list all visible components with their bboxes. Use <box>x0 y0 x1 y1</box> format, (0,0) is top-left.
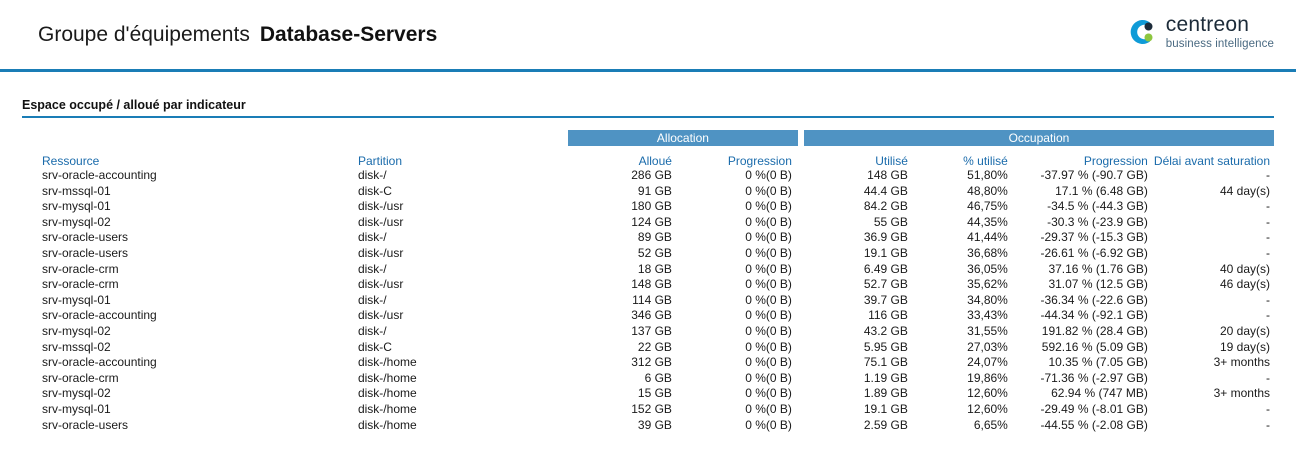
cell-ressource: srv-oracle-accounting <box>42 355 157 370</box>
col-delai-saturation: Délai avant saturation <box>1153 154 1270 168</box>
logo-tagline: business intelligence <box>1165 38 1274 50</box>
cell-partition: disk-/home <box>357 355 417 370</box>
cell-delai-saturation: - <box>1266 370 1270 385</box>
logo-text <box>1166 14 1274 51</box>
cell-alloue: 89 GB <box>637 230 672 245</box>
cell-delai-saturation: - <box>1266 168 1270 182</box>
cell-partition: disk-/home <box>357 386 417 401</box>
cell-progression-occupation: 191.82 % (28.4 GB) <box>1041 323 1148 338</box>
cell-progression-allocation: 0 %(0 B) <box>745 308 792 323</box>
table-row <box>38 262 1274 278</box>
cell-delai-saturation: - <box>1266 308 1270 323</box>
cell-ressource: srv-oracle-users <box>42 230 129 245</box>
cell-utilise: 36.9 GB <box>863 230 908 245</box>
cell-delai-saturation: - <box>1266 292 1270 307</box>
cell-progression-allocation: 0 %(0 B) <box>745 183 792 198</box>
cell-pct-utilise: 31,55% <box>967 323 1008 338</box>
cell-delai-saturation: 19 day(s) <box>1219 339 1270 354</box>
table-row <box>38 418 1274 434</box>
cell-progression-allocation: 0 %(0 B) <box>745 199 792 214</box>
table-row <box>38 168 1274 184</box>
cell-ressource: srv-oracle-users <box>42 245 129 260</box>
cell-alloue: 152 GB <box>631 401 672 416</box>
cell-ressource: srv-mysql-02 <box>42 214 111 229</box>
cell-partition: disk-/ <box>357 292 387 307</box>
group-header-occupation: Occupation <box>804 130 1274 146</box>
table-row <box>38 340 1274 356</box>
cell-pct-utilise: 35,62% <box>967 277 1008 292</box>
table-row <box>38 355 1274 371</box>
cell-utilise: 39.7 GB <box>863 292 908 307</box>
cell-alloue: 6 GB <box>644 370 672 385</box>
cell-partition: disk-/ <box>357 230 387 245</box>
cell-delai-saturation: 40 day(s) <box>1219 261 1270 276</box>
cell-pct-utilise: 36,68% <box>967 245 1008 260</box>
cell-progression-occupation: 37.16 % (1.76 GB) <box>1048 261 1148 276</box>
cell-progression-allocation: 0 %(0 B) <box>745 292 792 307</box>
table-row <box>38 293 1274 309</box>
cell-progression-occupation: 62.94 % (747 MB) <box>1051 386 1148 401</box>
cell-utilise: 84.2 GB <box>863 199 908 214</box>
cell-partition: disk-/ <box>357 261 387 276</box>
cell-partition: disk-/ <box>357 323 387 338</box>
cell-progression-occupation: -36.34 % (-22.6 GB) <box>1040 292 1148 307</box>
group-header-allocation: Allocation <box>568 130 798 146</box>
table-group-header-row <box>38 130 1274 146</box>
table-row <box>38 230 1274 246</box>
cell-delai-saturation: 20 day(s) <box>1219 323 1270 338</box>
cell-progression-occupation: -44.55 % (-2.08 GB) <box>1040 417 1148 432</box>
cell-delai-saturation: - <box>1266 245 1270 260</box>
cell-progression-occupation: -26.61 % (-6.92 GB) <box>1040 245 1148 260</box>
cell-pct-utilise: 12,60% <box>967 401 1008 416</box>
cell-pct-utilise: 24,07% <box>967 355 1008 370</box>
cell-progression-allocation: 0 %(0 B) <box>745 214 792 229</box>
cell-partition: disk-/home <box>357 401 417 416</box>
table-row <box>38 402 1274 418</box>
table-row <box>38 324 1274 340</box>
cell-progression-allocation: 0 %(0 B) <box>745 261 792 276</box>
col-partition: Partition <box>357 154 402 168</box>
cell-alloue: 114 GB <box>632 292 672 307</box>
cell-delai-saturation: - <box>1266 230 1270 245</box>
cell-delai-saturation: - <box>1266 401 1270 416</box>
cell-utilise: 19.1 GB <box>863 245 908 260</box>
cell-progression-occupation: -44.34 % (-92.1 GB) <box>1040 308 1148 323</box>
table-row <box>38 246 1274 262</box>
cell-ressource: srv-oracle-crm <box>42 370 119 385</box>
cell-alloue: 286 GB <box>631 168 672 182</box>
section-title: Espace occupé / alloué par indicateur <box>22 98 246 112</box>
cell-utilise: 1.19 GB <box>863 370 908 385</box>
cell-alloue: 15 GB <box>637 386 672 401</box>
cell-progression-occupation: -71.36 % (-2.97 GB) <box>1040 370 1148 385</box>
cell-utilise: 5.95 GB <box>863 339 908 354</box>
table-row <box>38 308 1274 324</box>
col-utilise: Utilisé <box>875 154 908 168</box>
cell-partition: disk-/home <box>357 370 417 385</box>
cell-alloue: 18 GB <box>637 261 672 276</box>
table-column-header-row <box>38 146 1274 168</box>
cell-delai-saturation: - <box>1266 214 1270 229</box>
cell-partition: disk-/usr <box>357 308 404 323</box>
cell-progression-allocation: 0 %(0 B) <box>745 370 792 385</box>
col-progression-allocation: Progression <box>727 154 792 168</box>
cell-progression-occupation: -29.37 % (-15.3 GB) <box>1040 230 1148 245</box>
cell-alloue: 22 GB <box>637 339 672 354</box>
cell-ressource: srv-mysql-01 <box>42 199 111 214</box>
cell-ressource: srv-mysql-01 <box>42 292 111 307</box>
table-row <box>38 199 1274 215</box>
cell-pct-utilise: 51,80% <box>967 168 1008 182</box>
centreon-logo-icon <box>1127 17 1157 47</box>
centreon-logo <box>1127 14 1274 51</box>
section-header <box>22 98 1274 118</box>
cell-partition: disk-/usr <box>357 277 404 292</box>
cell-alloue: 148 GB <box>631 277 672 292</box>
cell-delai-saturation: 44 day(s) <box>1219 183 1270 198</box>
cell-ressource: srv-oracle-accounting <box>42 168 157 182</box>
cell-partition: disk-/usr <box>357 199 404 214</box>
cell-pct-utilise: 41,44% <box>967 230 1008 245</box>
table-row <box>38 215 1274 231</box>
section-divider <box>22 116 1274 118</box>
cell-progression-occupation: 31.07 % (12.5 GB) <box>1048 277 1148 292</box>
cell-alloue: 137 GB <box>631 323 672 338</box>
table-row <box>38 184 1274 200</box>
cell-pct-utilise: 48,80% <box>967 183 1008 198</box>
cell-progression-allocation: 0 %(0 B) <box>745 230 792 245</box>
cell-utilise: 1.89 GB <box>863 386 908 401</box>
cell-partition: disk-/usr <box>357 214 404 229</box>
cell-ressource: srv-mysql-01 <box>42 401 111 416</box>
cell-ressource: srv-oracle-crm <box>42 277 119 292</box>
cell-progression-occupation: 592.16 % (5.09 GB) <box>1041 339 1148 354</box>
col-pct-utilise: % utilisé <box>963 154 1008 168</box>
cell-progression-allocation: 0 %(0 B) <box>745 323 792 338</box>
cell-utilise: 43.2 GB <box>863 323 908 338</box>
cell-alloue: 39 GB <box>637 417 672 432</box>
cell-alloue: 346 GB <box>631 308 672 323</box>
cell-progression-allocation: 0 %(0 B) <box>745 277 792 292</box>
cell-alloue: 91 GB <box>637 183 672 198</box>
table-row <box>38 386 1274 402</box>
cell-progression-allocation: 0 %(0 B) <box>745 245 792 260</box>
cell-progression-occupation: -37.97 % (-90.7 GB) <box>1040 168 1148 182</box>
cell-progression-allocation: 0 %(0 B) <box>745 401 792 416</box>
cell-progression-allocation: 0 %(0 B) <box>745 339 792 354</box>
cell-delai-saturation: 3+ months <box>1213 355 1270 370</box>
cell-progression-occupation: -30.3 % (-23.9 GB) <box>1047 214 1148 229</box>
page-title-group: Database-Servers <box>259 22 438 46</box>
cell-utilise: 44.4 GB <box>863 183 908 198</box>
cell-utilise: 116 GB <box>868 308 908 323</box>
cell-progression-allocation: 0 %(0 B) <box>745 386 792 401</box>
cell-partition: disk-C <box>357 339 392 354</box>
cell-utilise: 55 GB <box>873 214 908 229</box>
cell-pct-utilise: 19,86% <box>967 370 1008 385</box>
cell-utilise: 148 GB <box>867 168 908 182</box>
cell-progression-allocation: 0 %(0 B) <box>745 168 792 182</box>
cell-utilise: 52.7 GB <box>863 277 908 292</box>
cell-pct-utilise: 12,60% <box>967 386 1008 401</box>
cell-pct-utilise: 34,80% <box>967 292 1008 307</box>
cell-progression-occupation: 10.35 % (7.05 GB) <box>1048 355 1148 370</box>
cell-pct-utilise: 33,43% <box>967 308 1008 323</box>
cell-progression-occupation: 17.1 % (6.48 GB) <box>1055 183 1148 198</box>
cell-utilise: 2.59 GB <box>863 417 908 432</box>
indicator-table <box>38 130 1274 433</box>
cell-progression-allocation: 0 %(0 B) <box>745 417 792 432</box>
cell-ressource: srv-oracle-crm <box>42 261 119 276</box>
col-ressource: Ressource <box>42 154 100 168</box>
page-title-prefix: Groupe d'équipements <box>38 22 250 46</box>
cell-partition: disk-/usr <box>357 245 404 260</box>
cell-alloue: 180 GB <box>631 199 672 214</box>
cell-pct-utilise: 6,65% <box>973 417 1008 432</box>
cell-alloue: 312 GB <box>631 355 672 370</box>
cell-utilise: 19.1 GB <box>863 401 908 416</box>
group-header-spacer <box>38 130 358 146</box>
col-alloue: Alloué <box>638 154 672 168</box>
cell-delai-saturation: 46 day(s) <box>1219 277 1270 292</box>
group-header-spacer-2 <box>358 130 568 146</box>
cell-pct-utilise: 36,05% <box>967 261 1008 276</box>
cell-alloue: 52 GB <box>637 245 672 260</box>
cell-pct-utilise: 44,35% <box>967 214 1008 229</box>
cell-utilise: 6.49 GB <box>863 261 908 276</box>
report-header <box>0 0 1296 72</box>
table-row <box>38 277 1274 293</box>
cell-partition: disk-C <box>357 183 392 198</box>
cell-pct-utilise: 27,03% <box>967 339 1008 354</box>
cell-delai-saturation: - <box>1266 199 1270 214</box>
cell-ressource: srv-mysql-02 <box>42 386 111 401</box>
cell-ressource: srv-oracle-accounting <box>42 308 157 323</box>
cell-progression-occupation: -34.5 % (-44.3 GB) <box>1047 199 1148 214</box>
cell-partition: disk-/ <box>357 168 387 182</box>
logo-brand: centreon <box>1165 13 1250 36</box>
cell-progression-occupation: -29.49 % (-8.01 GB) <box>1040 401 1148 416</box>
cell-partition: disk-/home <box>357 417 417 432</box>
cell-ressource: srv-oracle-users <box>42 417 129 432</box>
table-body <box>38 168 1274 433</box>
cell-ressource: srv-mssql-01 <box>42 183 111 198</box>
cell-ressource: srv-mssql-02 <box>42 339 111 354</box>
table-row <box>38 371 1274 387</box>
cell-delai-saturation: - <box>1266 417 1270 432</box>
cell-progression-allocation: 0 %(0 B) <box>745 355 792 370</box>
cell-utilise: 75.1 GB <box>863 355 908 370</box>
cell-pct-utilise: 46,75% <box>967 199 1008 214</box>
cell-delai-saturation: 3+ months <box>1213 386 1270 401</box>
cell-alloue: 124 GB <box>631 214 672 229</box>
page-title <box>38 23 437 47</box>
col-progression-occupation: Progression <box>1083 154 1148 168</box>
cell-ressource: srv-mysql-02 <box>42 323 111 338</box>
